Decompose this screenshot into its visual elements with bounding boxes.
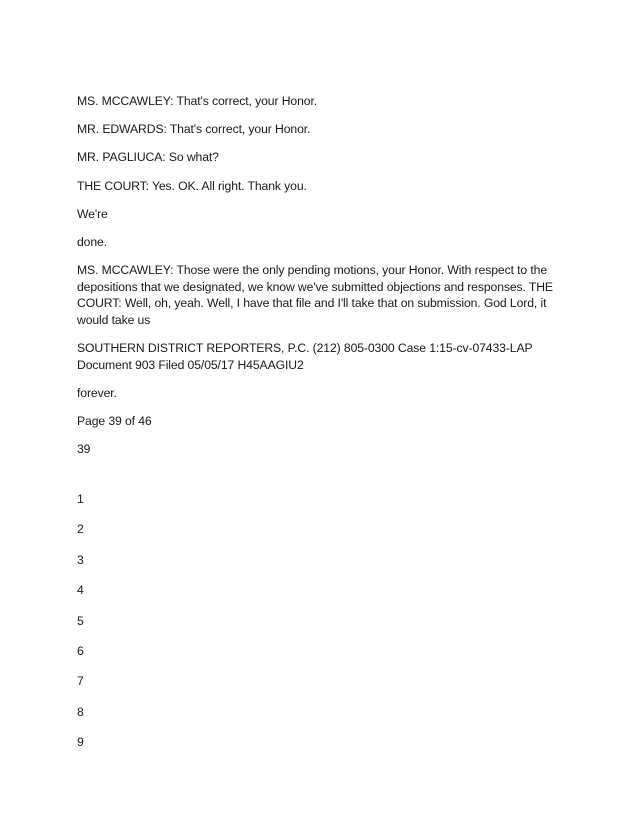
transcript-line-pagliuca: MR. PAGLIUCA: So what? [77, 150, 219, 165]
transcript-line-edwards: MR. EDWARDS: That's correct, your Honor. [77, 122, 311, 137]
line-number: 1 [77, 492, 84, 506]
line-number: 7 [77, 674, 84, 689]
line-number-column [77, 491, 84, 765]
reporter-footer: SOUTHERN DISTRICT REPORTERS, P.C. (212) 805-0300 Case 1:15-cv-07433-LAP Document 903 Filed 05/05/17 H45AAGIU2 [77, 341, 533, 372]
line-number: 4 [77, 583, 84, 598]
line-number: 5 [77, 613, 84, 628]
transcript-body [77, 93, 567, 469]
line-number: 8 [77, 704, 84, 719]
transcript-fragment-were: We're [77, 206, 108, 221]
transcript-page-number: 39 [77, 442, 91, 457]
line-number: 9 [77, 735, 84, 750]
line-number: 2 [77, 522, 84, 537]
transcript-line-mccawley: MS. MCCAWLEY: That's correct, your Honor. [77, 94, 318, 108]
transcript-fragment-forever: forever. [77, 385, 117, 400]
page-indicator: Page 39 of 46 [77, 414, 152, 429]
line-number: 3 [77, 552, 84, 567]
transcript-fragment-done: done. [77, 234, 107, 249]
line-number: 6 [77, 643, 84, 658]
transcript-paragraph-motions: MS. MCCAWLEY: Those were the only pending motions, your Honor. With respect to the depositions that we designated, we know we've submitted objections and responses. THE COURT: Well, oh, yeah. Well, I have that file and I'll take that on submission. God Lord, it would take us [77, 263, 553, 327]
transcript-line-court: THE COURT: Yes. OK. All right. Thank you. [77, 178, 307, 193]
